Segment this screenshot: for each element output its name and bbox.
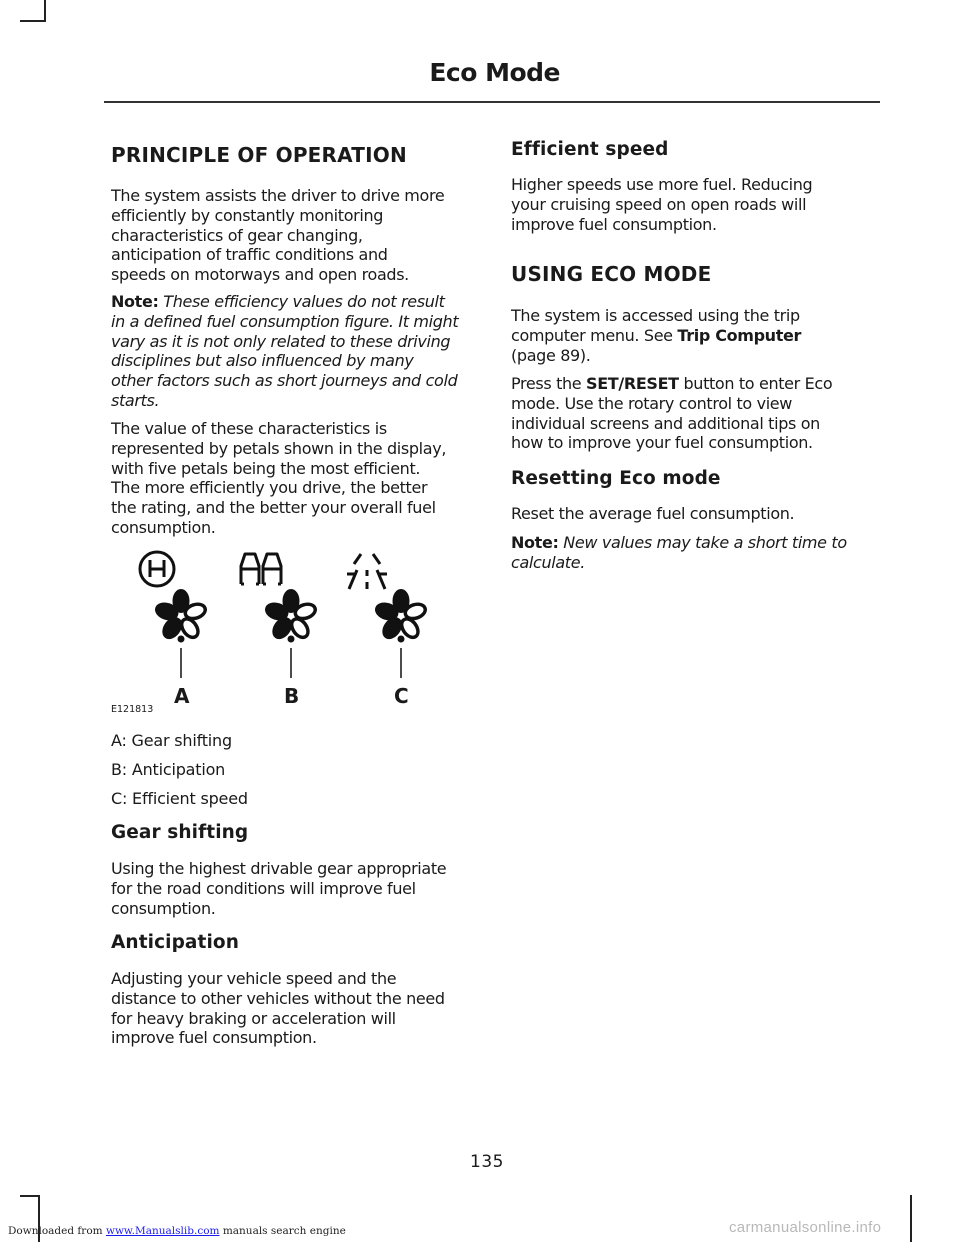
manualslib-link[interactable]: www.Manualslib.com [105, 1225, 220, 1237]
note2-line: New values may take a short time to [558, 533, 847, 552]
caption-b: B: Anticipation [111, 760, 226, 779]
crop-mark-bottom-left-h [20, 1195, 40, 1197]
note-line: These efficiency values do not result [158, 292, 445, 311]
using-line: The system is accessed using the trip [511, 306, 800, 325]
gear-line: for the road conditions will improve fuel [111, 878, 416, 898]
crop-mark-top-left-h [20, 20, 46, 22]
petal-flower-c [374, 590, 428, 678]
anticipation-line: for heavy braking or acceleration will [111, 1008, 396, 1028]
note2-label: Note: [511, 533, 559, 552]
figure-label-a: A [174, 684, 190, 708]
anticipation-line: distance to other vehicles without the need [111, 988, 445, 1008]
gear-heading: Gear shifting [111, 822, 249, 843]
anticipation-heading: Anticipation [111, 932, 239, 953]
figure-id: E121813 [111, 704, 154, 715]
press-line: button to enter Eco [678, 374, 833, 393]
value-paragraph [111, 419, 446, 538]
anticipation-line: improve fuel consumption. [111, 1028, 317, 1048]
footer-suffix: manuals search engine [219, 1225, 346, 1237]
value-line: with five petals being the most efficient. [111, 458, 421, 478]
efficient-speed-heading: Efficient speed [511, 139, 669, 160]
note-line: other factors such as short journeys and cold [111, 371, 458, 391]
efficient-line: your cruising speed on open roads will [511, 194, 807, 214]
using-line: (page 89). [511, 345, 591, 365]
petal-flower-a [154, 590, 208, 678]
gear-paragraph [111, 859, 446, 918]
value-line: consumption. [111, 517, 216, 537]
principle-line: speeds on motorways and open roads. [111, 265, 409, 285]
value-line: The more efficiently you drive, the better [111, 478, 428, 498]
note-line: in a defined fuel consumption figure. It might [111, 311, 459, 331]
anticipation-icon [241, 554, 281, 584]
set-reset-label: SET/RESET [586, 374, 679, 393]
principle-line: The system assists the driver to drive more [111, 186, 445, 205]
efficient-speed-icon [347, 554, 387, 589]
using-line: computer menu. See [511, 325, 678, 345]
footer-prefix: Downloaded from [8, 1225, 106, 1237]
anticipation-paragraph [111, 969, 445, 1048]
anticipation-line: Adjusting your vehicle speed and the [111, 969, 397, 988]
principle-line: characteristics of gear changing, [111, 225, 363, 245]
press-paragraph [511, 374, 832, 453]
principle-paragraph [111, 186, 444, 285]
principle-heading: PRINCIPLE OF OPERATION [111, 143, 407, 167]
eco-mode-figure [111, 544, 473, 720]
gear-line: consumption. [111, 898, 216, 918]
press-line: Press the [511, 374, 587, 393]
value-line: represented by petals shown in the display, [111, 438, 447, 458]
efficient-line: improve fuel consumption. [511, 214, 717, 234]
note2-paragraph [511, 533, 847, 573]
page-number: 135 [470, 1152, 504, 1172]
watermark: carmanualsonline.info [729, 1219, 882, 1236]
note-line: vary as it is not only related to these driving [111, 331, 451, 351]
figure-label-b: B [284, 684, 300, 708]
footer [8, 1225, 346, 1237]
value-line: the rating, and the better your overall fuel [111, 498, 436, 518]
principle-line: efficiently by constantly monitoring [111, 205, 384, 225]
press-line: mode. Use the rotary control to view [511, 393, 793, 413]
note-label: Note: [111, 292, 159, 311]
using-paragraph [511, 306, 801, 365]
page-title: Eco Mode [429, 58, 560, 87]
crop-mark-top-left-v [44, 0, 46, 20]
petal-flower-b [264, 590, 318, 678]
note2-line: calculate. [511, 552, 585, 572]
efficient-speed-paragraph [511, 175, 812, 234]
resetting-paragraph: Reset the average fuel consumption. [511, 504, 795, 523]
gear-line: Using the highest drivable gear appropriate [111, 859, 447, 878]
press-line: individual screens and additional tips on [511, 413, 820, 433]
crop-mark-bottom-right-v [910, 1195, 912, 1242]
note-line: starts. [111, 390, 160, 410]
caption-c: C: Efficient speed [111, 789, 248, 808]
resetting-heading: Resetting Eco mode [511, 468, 721, 489]
press-line: how to improve your fuel consumption. [511, 433, 813, 453]
note-line: disciplines but also influenced by many [111, 351, 414, 371]
caption-a: A: Gear shifting [111, 731, 232, 750]
trip-computer-link[interactable]: Trip Computer [677, 325, 802, 345]
figure-label-c: C [394, 684, 409, 708]
efficient-line: Higher speeds use more fuel. Reducing [511, 175, 813, 194]
principle-line: anticipation of traffic conditions and [111, 245, 388, 265]
note-paragraph [111, 292, 458, 411]
header-rule [104, 101, 880, 103]
using-eco-mode-heading: USING ECO MODE [511, 262, 712, 286]
value-line: The value of these characteristics is [111, 419, 387, 438]
gear-shift-icon [140, 552, 174, 586]
